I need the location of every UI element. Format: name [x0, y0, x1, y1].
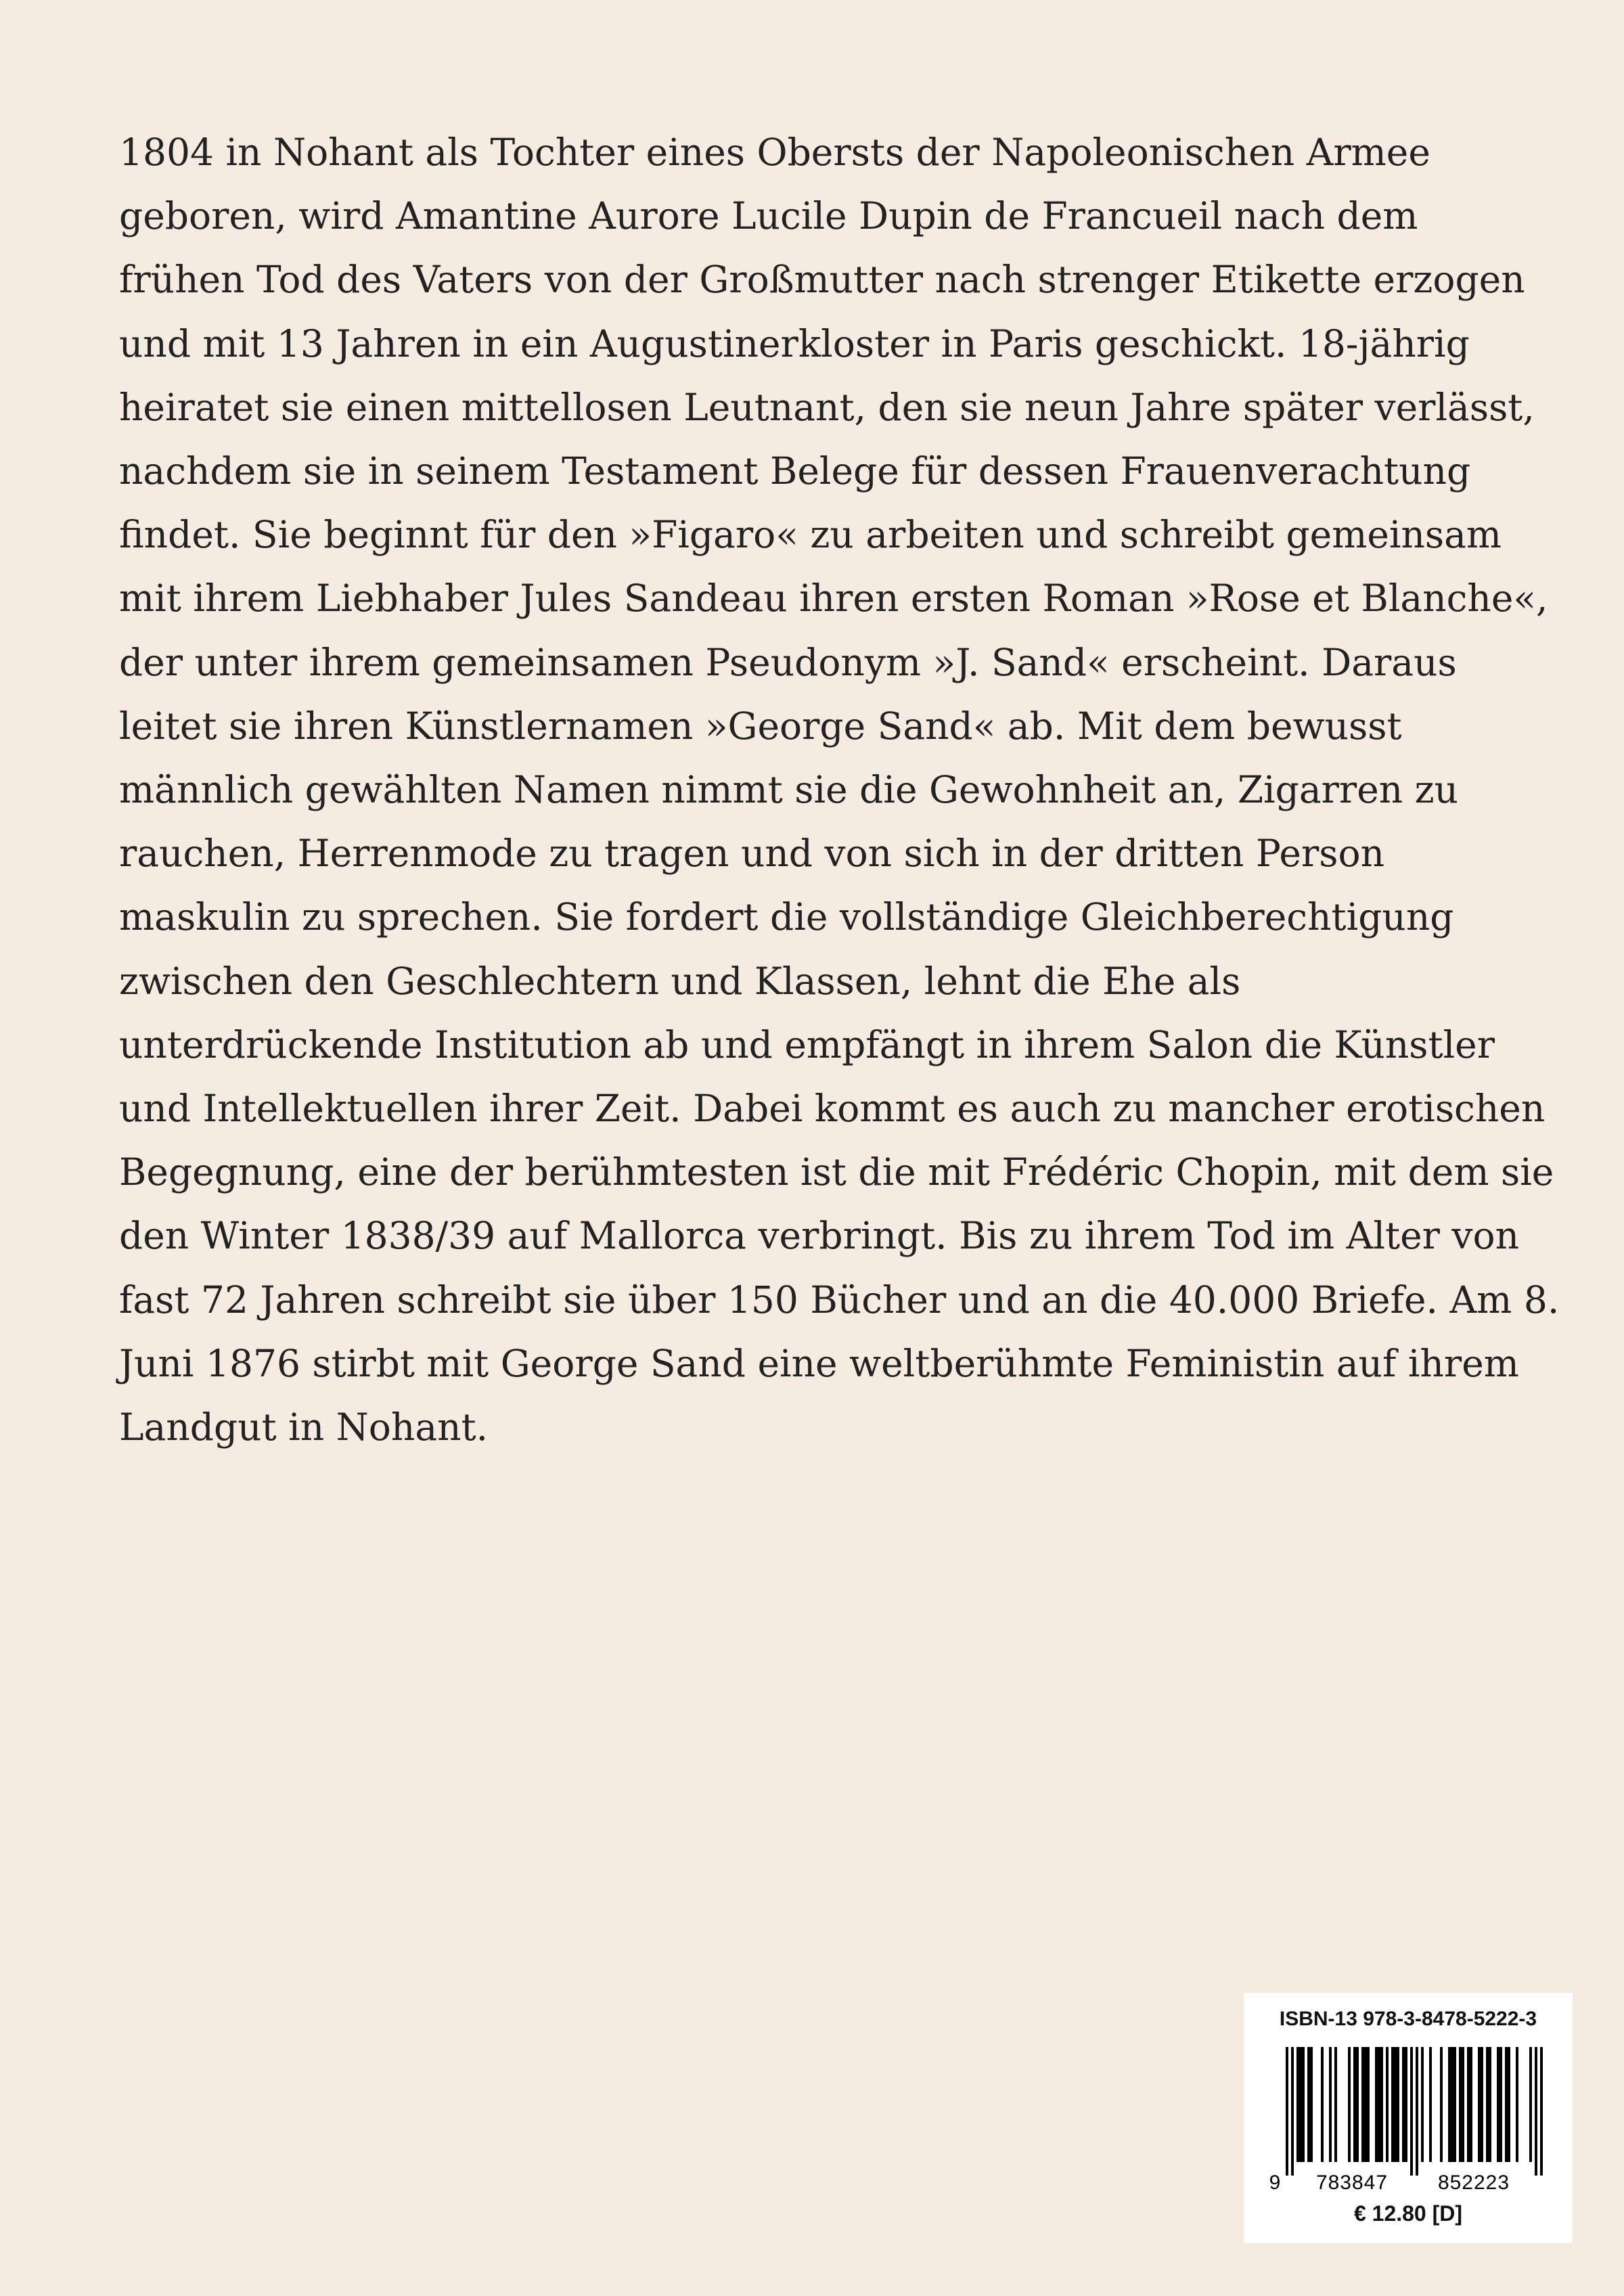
barcode-bar	[1375, 2047, 1378, 2162]
barcode-bar	[1453, 2047, 1456, 2162]
price-label: € 12.80 [D]	[1353, 2201, 1463, 2226]
barcode-bar	[1353, 2047, 1356, 2162]
barcode-bar	[1489, 2047, 1491, 2162]
barcode-bar	[1402, 2047, 1405, 2162]
barcode-bar	[1405, 2047, 1407, 2162]
barcode-bar	[1467, 2047, 1470, 2162]
barcode-bar	[1516, 2047, 1518, 2162]
blurb-line: der unter ihrem gemeinsamen Pseudonym »J. Sand« erscheint. Daraus	[119, 640, 1457, 684]
back-cover-blurb	[119, 120, 1560, 1459]
barcode-digit-first: 9	[1269, 2171, 1281, 2194]
barcode-bar	[1364, 2047, 1367, 2162]
barcode-bar	[1302, 2047, 1305, 2162]
barcode-bar	[1307, 2047, 1310, 2162]
barcode-bar	[1380, 2047, 1383, 2162]
barcode-bar	[1421, 2047, 1424, 2162]
barcode-bar	[1470, 2047, 1472, 2162]
barcode-bar	[1505, 2047, 1508, 2162]
blurb-line: heiratet sie einen mittellosen Leutnant, den sie neun Jahre später verlässt,	[119, 385, 1535, 429]
barcode-bar	[1334, 2047, 1337, 2162]
blurb-line: maskulin zu sprechen. Sie fordert die vollständige Gleichberechtigung	[119, 895, 1454, 939]
blurb-line: zwischen den Geschlechtern und Klassen, lehnt die Ehe als	[119, 959, 1241, 1003]
blurb-line: rauchen, Herrenmode zu tragen und von sich in der dritten Person	[119, 832, 1385, 876]
blurb-line: männlich gewählten Namen nimmt sie die Gewohnheit an, Zigarren zu	[119, 768, 1459, 812]
barcode-icon	[1244, 2047, 1573, 2196]
barcode-bar	[1394, 2047, 1397, 2162]
barcode-bar	[1540, 2047, 1543, 2176]
barcode-digits-right: 852223	[1437, 2171, 1510, 2194]
barcode-bar	[1310, 2047, 1313, 2162]
blurb-line: geboren, wird Amantine Aurore Lucile Dupin de Francueil nach dem	[119, 194, 1418, 238]
blurb-line: Begegnung, eine der berühmtesten ist die mit Frédéric Chopin, mit dem sie	[119, 1150, 1554, 1194]
barcode-bar	[1481, 2047, 1483, 2162]
barcode-bar	[1361, 2047, 1364, 2162]
barcode-bar	[1356, 2047, 1359, 2162]
barcode-bar	[1448, 2047, 1451, 2162]
blurb-line: fast 72 Jahren schreibt sie über 150 Bücher und an die 40.000 Briefe. Am 8.	[119, 1278, 1560, 1322]
barcode-digits-left: 783847	[1315, 2171, 1389, 2194]
blurb-line: leitet sie ihren Künstlernamen »George Sand« ab. Mit dem bewusst	[119, 704, 1402, 748]
blurb-line: findet. Sie beginnt für den »Figaro« zu arbeiten und schreibt gemeinsam	[119, 513, 1502, 557]
barcode-bar	[1497, 2047, 1499, 2162]
barcode-bar	[1367, 2047, 1370, 2162]
blurb-line: den Winter 1838/39 auf Mallorca verbringt. Bis zu ihrem Tod im Alter von	[119, 1214, 1520, 1258]
blurb-line: und mit 13 Jahren in ein Augustinerkloster in Paris geschickt. 18-jährig	[119, 321, 1470, 365]
barcode-bar	[1296, 2047, 1299, 2162]
barcode-bar	[1329, 2047, 1332, 2162]
blurb-line: Juni 1876 stirbt mit George Sand eine weltberühmte Feministin auf ihrem	[119, 1341, 1519, 1385]
blurb-line: unterdrückende Institution ab und empfängt in ihrem Salon die Künstler	[119, 1022, 1495, 1066]
blurb-line: mit ihrem Liebhaber Jules Sandeau ihren ersten Roman »Rose et Blanche«,	[119, 577, 1548, 621]
isbn-label: ISBN-13 978-3-8478-5222-3	[1279, 2008, 1537, 2030]
isbn-barcode-box	[1244, 1993, 1573, 2243]
barcode-bar	[1410, 2047, 1413, 2176]
barcode-bar	[1535, 2047, 1537, 2176]
barcode-bar	[1416, 2047, 1418, 2176]
barcode-bar	[1378, 2047, 1380, 2162]
barcode-bar	[1499, 2047, 1502, 2162]
barcode-bar	[1429, 2047, 1432, 2162]
barcode-bar	[1348, 2047, 1351, 2162]
barcode-bar	[1478, 2047, 1481, 2162]
barcode-bar	[1391, 2047, 1394, 2162]
blurb-line: nachdem sie in seinem Testament Belege für dessen Frauenverachtung	[119, 449, 1471, 493]
barcode-bar	[1529, 2047, 1532, 2162]
barcode-bar	[1321, 2047, 1324, 2162]
barcode-bar	[1286, 2047, 1288, 2176]
barcode-bar	[1459, 2047, 1462, 2162]
blurb-line: und Intellektuellen ihrer Zeit. Dabei kommt es auch zu mancher erotischen	[119, 1087, 1546, 1131]
barcode-bar	[1440, 2047, 1443, 2162]
blurb-line: 1804 in Nohant als Tochter eines Obersts der Napoleonischen Armee	[119, 131, 1430, 174]
blurb-line: Landgut in Nohant.	[119, 1405, 489, 1449]
blurb-line: frühen Tod des Vaters von der Großmutter nach strenger Etikette erzogen	[119, 258, 1525, 302]
barcode-bar	[1291, 2047, 1294, 2176]
barcode-bar	[1508, 2047, 1510, 2162]
barcode-bar	[1486, 2047, 1489, 2162]
barcode-bar	[1397, 2047, 1399, 2162]
barcode-bar	[1462, 2047, 1464, 2162]
barcode-bar	[1386, 2047, 1389, 2162]
barcode-bar	[1299, 2047, 1302, 2162]
barcode-bar	[1451, 2047, 1453, 2162]
